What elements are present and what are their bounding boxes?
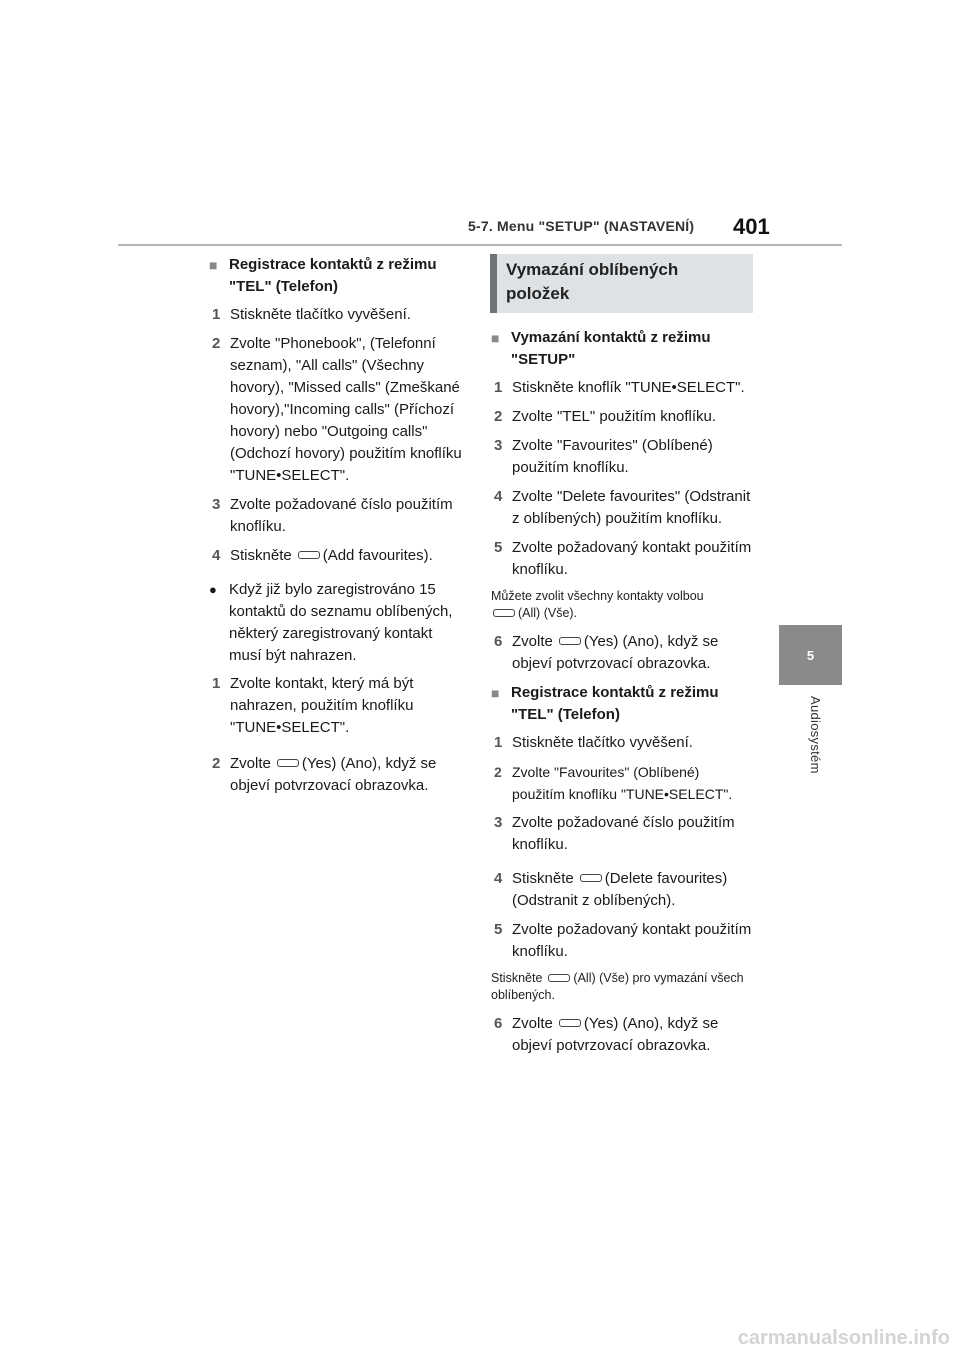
section-title: 5-7. Menu "SETUP" (NASTAVENÍ) [468,218,695,234]
note: Stiskněte (All) (Vše) pro vymazání všech oblíbených. [491,971,744,1002]
chapter-label: Audiosystém [808,696,823,774]
screen-button-icon [493,609,515,617]
step: 2 Zvolte "Phonebook", (Telefonní seznam), "All calls" (Všechny hovory), "Missed calls" (Zmeškané hovory),"Incoming calls" (Příchozí hovory) nebo "Outgoing calls" (Odchozí hovory) použitím knoflíku "TUNE•SELECT". [212,335,462,484]
note: Můžete zvolit všechny kontakty volbou (All) (Vše). [491,589,704,620]
step: 6 Zvolte (Yes) (Ano), když se objeví potvrzovací obrazovka. [494,633,719,672]
page-number: 401 [733,214,770,239]
step: 3 Zvolte požadované číslo použitím knoflíku. [212,496,453,535]
step: 2 Zvolte "TEL" použitím knoflíku. [494,408,717,425]
step: 3 Zvolte "Favourites" (Oblíbené) použitím knoflíku. [494,437,713,476]
watermark: carmanualsonline.info [737,1327,950,1349]
right-column [491,254,753,1064]
bullet-item: ● Když již bylo zaregistrováno 15 kontaktů do seznamu oblíbených, některý zaregistrovaný kontakt musí být nahrazen. [209,579,464,667]
screen-button-icon [580,874,602,882]
square-bullet-icon: ■ [491,330,500,346]
square-bullet-icon: ■ [209,257,218,273]
screen-button-icon [548,974,570,982]
section-heading-box: Vymazání oblíbených položek [490,254,753,313]
screen-button-icon [559,1019,581,1027]
step: 4 Stiskněte (Add favourites). [212,547,433,564]
subheading: ■ Registrace kontaktů z režimu "TEL" (Telefon) [491,682,753,726]
header-divider [118,244,842,246]
chapter-tab[interactable] [779,625,842,685]
step: 1 Stiskněte tlačítko vyvěšení. [212,306,411,323]
bullet-dot-icon: ● [209,582,217,597]
subheading: ■ Registrace kontaktů z režimu "TEL" (Telefon) [209,254,464,298]
left-column [209,254,464,804]
step: 5 Zvolte požadovaný kontakt použitím knoflíku. [494,539,752,578]
screen-button-icon [298,551,320,559]
screen-button-icon [277,759,299,767]
step: 6 Zvolte (Yes) (Ano), když se objeví potvrzovací obrazovka. [494,1015,719,1054]
step: 4 Stiskněte (Delete favourites) (Odstranit z oblíbených). [494,870,728,909]
screen-button-icon [559,637,581,645]
step: 2 Zvolte "Favourites" (Oblíbené) použitím knoflíku "TUNE•SELECT". [494,764,733,802]
step: 4 Zvolte "Delete favourites" (Odstranit z oblíbených) použitím knoflíku. [494,488,751,527]
subheading: ■ Vymazání kontaktů z režimu "SETUP" [491,327,753,371]
square-bullet-icon: ■ [491,685,500,701]
step: 5 Zvolte požadovaný kontakt použitím knoflíku. [494,921,752,960]
step: 2 Zvolte (Yes) (Ano), když se objeví potvrzovací obrazovka. [212,755,437,794]
step: 3 Zvolte požadované číslo použitím knoflíku. [494,814,735,853]
chapter-number: 5 [806,647,815,663]
step: 1 Stiskněte knoflík "TUNE•SELECT". [494,379,745,396]
step: 1 Stiskněte tlačítko vyvěšení. [494,734,693,751]
step: 1 Zvolte kontakt, který má být nahrazen, použitím knoflíku "TUNE•SELECT". [212,675,414,736]
